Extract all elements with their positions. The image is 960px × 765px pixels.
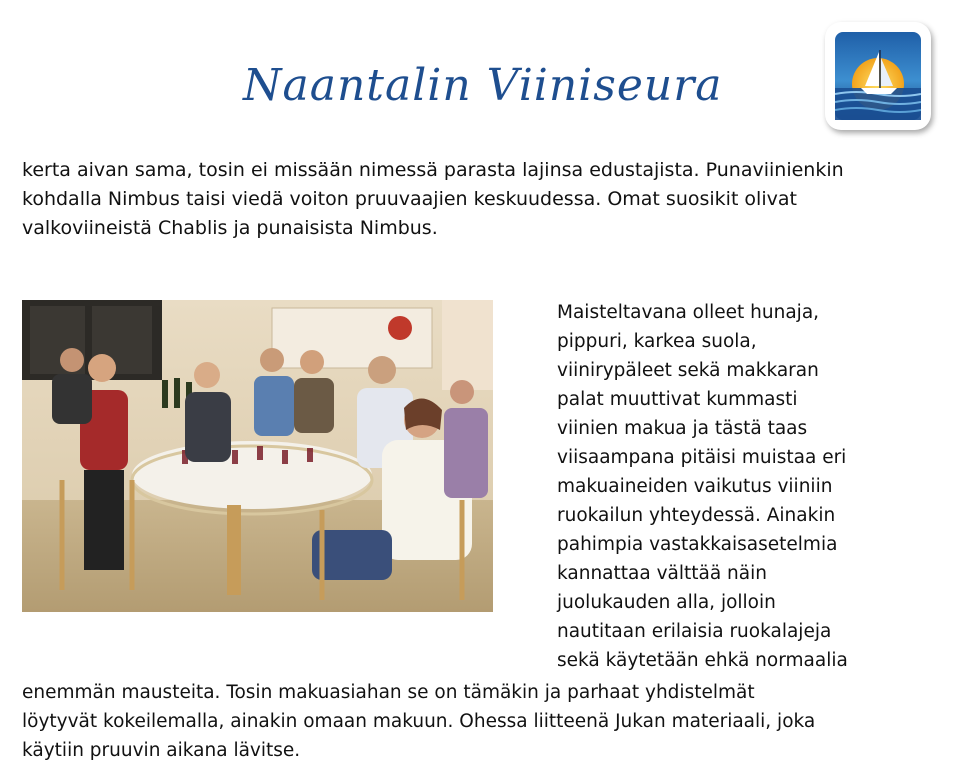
side-line: ruokailun yhteydessä. Ainakin: [557, 505, 836, 526]
club-logo: [825, 22, 931, 130]
wine-tasting-photo: [22, 300, 493, 612]
side-line: pahimpia vastakkaisasetelmia: [557, 534, 838, 555]
side-line: kannattaa välttää näin: [557, 563, 767, 584]
bottom-line: enemmän mausteita. Tosin makuasiahan se on tämäkin ja parhaat yhdistelmät: [22, 682, 755, 703]
bottom-line: löytyvät kokeilemalla, ainakin omaan makuun. Ohessa liitteenä Jukan materiaali, joka: [22, 711, 816, 732]
intro-line: kerta aivan sama, tosin ei missään nimessä parasta lajinsa edustajista. Punaviinienkin: [22, 159, 844, 181]
side-line: sekä käytetään ehkä normaalia: [557, 650, 848, 671]
side-line: juolukauden alla, jolloin: [557, 592, 776, 613]
side-line: viisaampana pitäisi muistaa eri: [557, 447, 847, 468]
side-line: viinirypäleet sekä makkaran: [557, 360, 819, 381]
side-line: makuaineiden vaikutus viiniin: [557, 476, 833, 497]
side-line: pippuri, karkea suola,: [557, 331, 757, 352]
intro-line: kohdalla Nimbus taisi viedä voiton pruuvaajien keskuudessa. Omat suosikit olivat: [22, 188, 797, 210]
bottom-line: käytiin pruuvin aikana lävitse.: [22, 740, 301, 761]
page-title: Naantalin Viiniseura: [243, 60, 723, 111]
side-line: palat muuttivat kummasti: [557, 389, 798, 410]
side-line: nautitaan erilaisia ruokalajeja: [557, 621, 832, 642]
bottom-paragraph: [22, 678, 952, 765]
sailboat-sunset-logo-icon: [835, 32, 921, 120]
side-line: Maisteltavana olleet hunaja,: [557, 302, 820, 323]
side-line: viinien makua ja tästä taas: [557, 418, 808, 439]
intro-paragraph: [22, 156, 922, 243]
intro-line: valkoviineistä Chablis ja punaisista Nimbus.: [22, 217, 438, 239]
side-paragraph: [557, 298, 877, 675]
